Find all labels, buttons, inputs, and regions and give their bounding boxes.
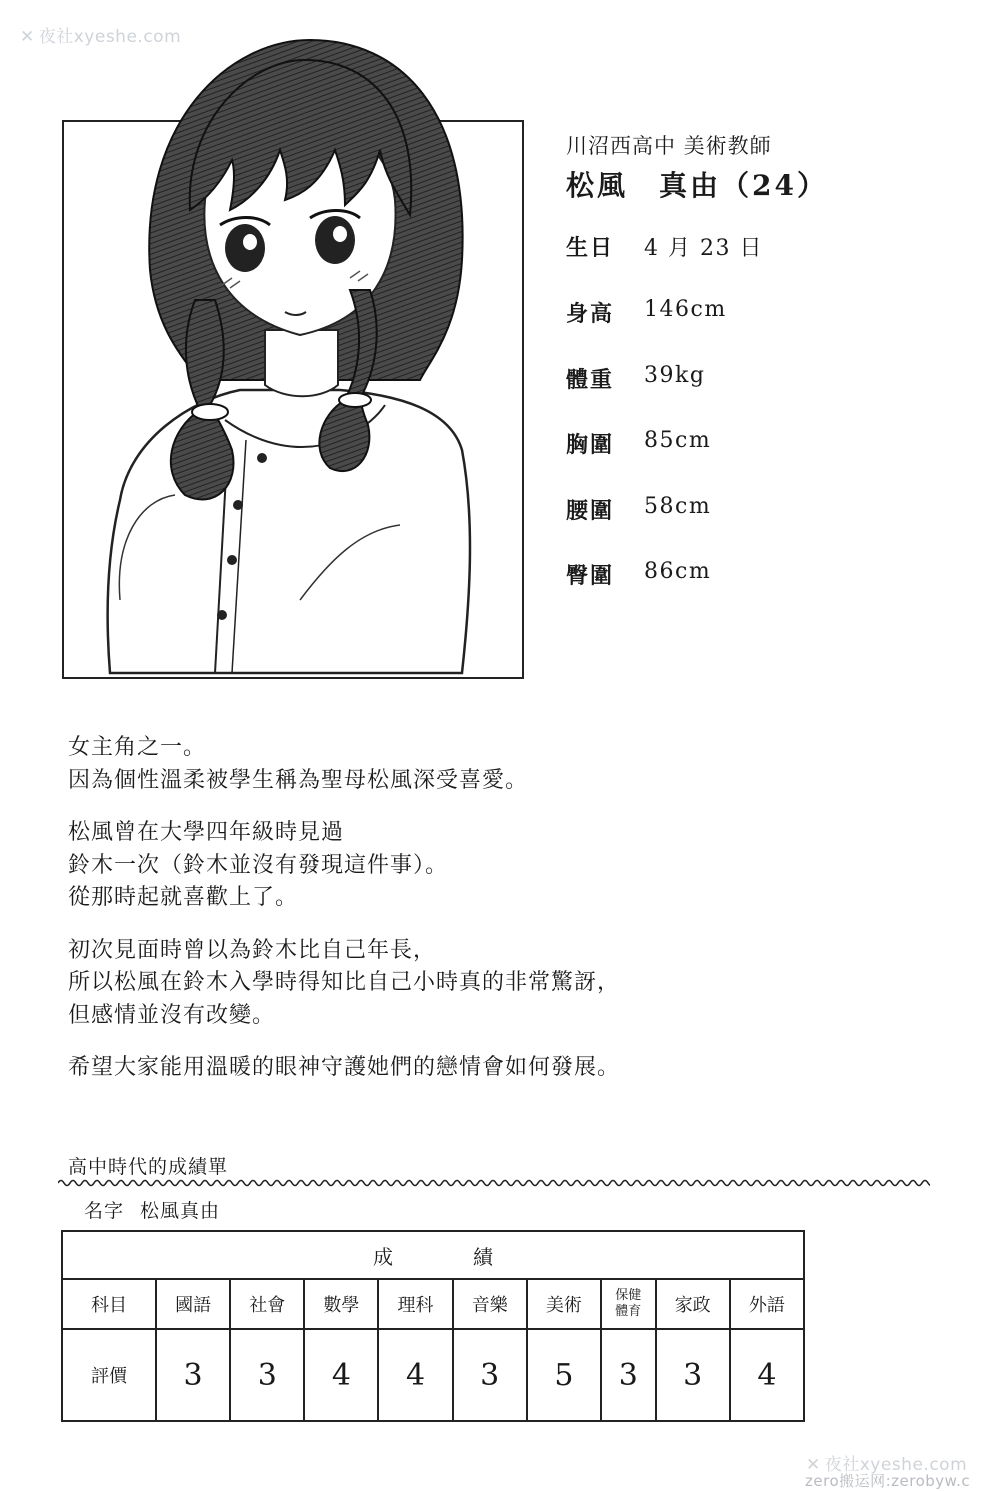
subject-cell: 美術 <box>527 1279 601 1329</box>
score-cell: 3 <box>453 1329 527 1421</box>
stat-value: 146cm <box>644 297 727 322</box>
subjects-row <box>62 1279 804 1329</box>
scores-row <box>62 1329 804 1421</box>
profile-header <box>566 130 986 204</box>
score-cell: 3 <box>230 1329 304 1421</box>
paragraph: 女主角之一。 因為個性溫柔被學生稱為聖母松風深受喜愛。 <box>68 735 529 793</box>
score-cell: 4 <box>378 1329 452 1421</box>
subject-cell: 國語 <box>156 1279 230 1329</box>
subject-cell: 社會 <box>230 1279 304 1329</box>
row-label: 評價 <box>62 1329 156 1421</box>
x-logo-icon: ✕ <box>806 1455 821 1475</box>
wavy-divider <box>58 1176 930 1190</box>
stat-label: 體重 <box>566 367 615 393</box>
character-illustration <box>0 0 1000 700</box>
stat-value: 39kg <box>644 363 706 388</box>
report-card-title: 高中時代的成績單 <box>68 1156 229 1178</box>
stat-height <box>566 297 727 328</box>
subject-cell: 外語 <box>730 1279 804 1329</box>
subject-cell: 音樂 <box>453 1279 527 1329</box>
stat-value: 4 月 23 日 <box>644 236 763 261</box>
stat-label: 臀圍 <box>566 563 615 589</box>
character-description <box>68 732 948 1105</box>
score-cell: 4 <box>304 1329 378 1421</box>
row-label: 科目 <box>62 1279 156 1329</box>
subject-cell: 保健 體育 <box>601 1279 656 1329</box>
name-value: 松風真由 <box>140 1200 221 1222</box>
profile-subtitle: 川沼西高中 美術教師 <box>566 134 772 158</box>
name-label: 名字 <box>84 1200 125 1222</box>
score-cell: 4 <box>730 1329 804 1421</box>
stat-label: 腰圍 <box>566 498 615 524</box>
stat-waist <box>566 494 711 525</box>
stat-weight <box>566 363 705 394</box>
subject-cell: 數學 <box>304 1279 378 1329</box>
stat-hips <box>566 559 711 590</box>
score-cell: 5 <box>527 1329 601 1421</box>
watermark-bottom-right: ✕ 夜社xyeshe.com <box>806 1455 968 1475</box>
subject-cell: 家政 <box>656 1279 730 1329</box>
score-cell: 3 <box>656 1329 730 1421</box>
watermark-zero: zero搬运网:zerobyw.c <box>805 1472 971 1490</box>
grades-header: 成 績 <box>62 1231 804 1279</box>
score-cell: 3 <box>601 1329 656 1421</box>
stat-label: 身高 <box>566 301 615 327</box>
paragraph: 松風曾在大學四年級時見過 鈴木一次（鈴木並沒有發現這件事）。 從那時起就喜歡上了。 <box>68 820 449 910</box>
x-logo-icon: ✕ <box>20 27 35 47</box>
report-card-name <box>84 1196 220 1223</box>
stat-value: 58cm <box>644 494 712 519</box>
profile-name: 松風 真由（24） <box>566 169 828 202</box>
stat-label: 胸圍 <box>566 432 615 458</box>
stat-bust <box>566 428 711 459</box>
score-cell: 3 <box>156 1329 230 1421</box>
grades-table <box>61 1230 805 1422</box>
watermark-top-left: ✕ 夜社xyeshe.com <box>20 27 182 47</box>
paragraph: 初次見面時曾以為鈴木比自己年長， 所以松風在鈴木入學時得知比自己小時真的非常驚訝， 但感情並沒有改變。 <box>68 937 621 1028</box>
subject-cell: 理科 <box>378 1279 452 1329</box>
stat-label: 生日 <box>566 235 615 261</box>
stat-birthday <box>566 231 763 262</box>
stat-value: 86cm <box>644 559 712 584</box>
paragraph: 希望大家能用溫暖的眼神守護她們的戀情會如何發展。 <box>68 1055 621 1080</box>
stat-value: 85cm <box>644 428 712 453</box>
